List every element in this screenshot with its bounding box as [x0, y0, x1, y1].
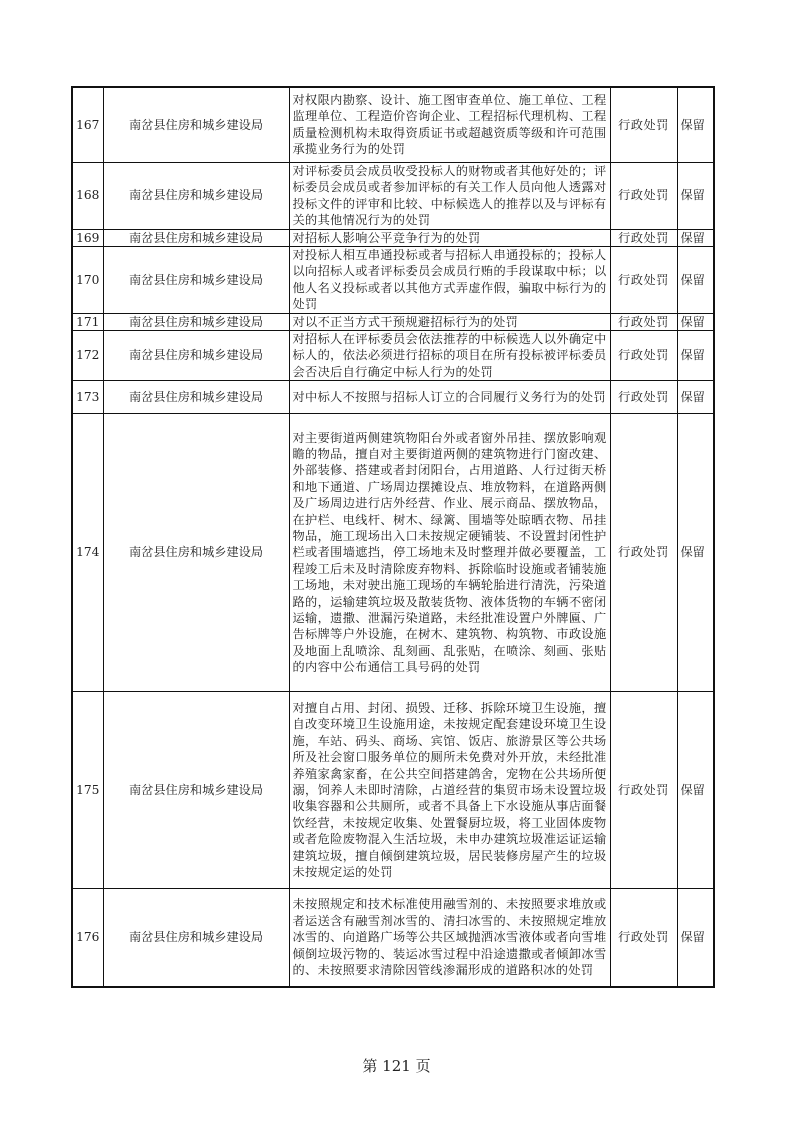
- department: 南岔县住房和城乡建设局: [103, 330, 289, 380]
- table-row: [72, 162, 714, 229]
- power-item: 对评标委员会成员收受投标人的财物或者其他好处的；评标委员会成员或者参加评标的有关工作人员向他人透露对投标文件的评审和比较、中标候选人的推荐以及与评标有关的其他情况行为的处罚: [289, 162, 610, 229]
- status: 保留: [677, 889, 714, 987]
- department: 南岔县住房和城乡建设局: [103, 414, 289, 692]
- table-row: [72, 414, 714, 692]
- power-item: 对招标人影响公平竞争行为的处罚: [289, 229, 610, 246]
- table-row: [72, 246, 714, 313]
- power-type: 行政处罚: [610, 87, 677, 162]
- power-item: 对主要街道两侧建筑物阳台外或者窗外吊挂、摆放影响观瞻的物品，擅自对主要街道两侧的建筑物进行门窗改建、外部装修、搭建或者封闭阳台，占用道路、人行过街天桥和地下通道、广场周边摆摊设点、堆放物料，在道路两侧及广场周边进行店外经营、作业、展示商品、摆放物品，在护栏、电线杆、树木、绿篱、围墙等处晾晒衣物、吊挂物品，施工现场出入口未按规定硬铺装、不设置封闭性护栏或者围墙遮挡，停工场地未及时整理并做必要覆盖，工程竣工后未及时清除废弃物料、拆除临时设施或者铺装施工场地，未对驶出施工现场的车辆轮胎进行清洗，污染道路的，运输建筑垃圾及散装货物、液体货物的车辆不密闭运输，遗撒、泄漏污染道路，未经批准设置户外牌匾、广告标牌等户外设施，在树木、建筑物、构筑物、市政设施及地面上乱喷涂、乱刻画、乱张贴，在喷涂、刻画、张贴的内容中公布通信工具号码的处罚: [289, 414, 610, 692]
- status: 保留: [677, 381, 714, 414]
- power-item: 对以不正当方式干预规避招标行为的处罚: [289, 313, 610, 330]
- power-type: 行政处罚: [610, 414, 677, 692]
- department: 南岔县住房和城乡建设局: [103, 246, 289, 313]
- administrative-power-table: [71, 86, 715, 988]
- status: 保留: [677, 162, 714, 229]
- row-number: 169: [72, 229, 103, 246]
- department: 南岔县住房和城乡建设局: [103, 381, 289, 414]
- row-number: 167: [72, 87, 103, 162]
- power-type: 行政处罚: [610, 246, 677, 313]
- table-row: [72, 692, 714, 889]
- table-row: [72, 381, 714, 414]
- row-number: 175: [72, 692, 103, 889]
- row-number: 176: [72, 889, 103, 987]
- department: 南岔县住房和城乡建设局: [103, 87, 289, 162]
- status: 保留: [677, 313, 714, 330]
- row-number: 171: [72, 313, 103, 330]
- table-row: [72, 330, 714, 380]
- department: 南岔县住房和城乡建设局: [103, 692, 289, 889]
- department: 南岔县住房和城乡建设局: [103, 889, 289, 987]
- status: 保留: [677, 229, 714, 246]
- status: 保留: [677, 692, 714, 889]
- status: 保留: [677, 246, 714, 313]
- power-type: 行政处罚: [610, 330, 677, 380]
- power-type: 行政处罚: [610, 692, 677, 889]
- table-row: [72, 313, 714, 330]
- power-type: 行政处罚: [610, 313, 677, 330]
- power-type: 行政处罚: [610, 889, 677, 987]
- department: 南岔县住房和城乡建设局: [103, 162, 289, 229]
- power-type: 行政处罚: [610, 229, 677, 246]
- row-number: 173: [72, 381, 103, 414]
- power-item: 对擅自占用、封闭、损毁、迁移、拆除环境卫生设施，擅自改变环境卫生设施用途，未按规定配套建设环境卫生设施，车站、码头、商场、宾馆、饭店、旅游景区等公共场所及社会窗口服务单位的厕所未免费对外开放，未经批准养殖家禽家畜，在公共空间搭建鸽舍，宠物在公共场所便溺，饲养人未即时清除，占道经营的集贸市场未设置垃圾收集容器和公共厕所，或者不具备上下水设施从事店面餐饮经营，未按规定收集、处置餐厨垃圾，将工业固体废物或者危险废物混入生活垃圾，未申办建筑垃圾准运证运输建筑垃圾，擅自倾倒建筑垃圾，居民装修房屋产生的垃圾未按规定运的处罚: [289, 692, 610, 889]
- department: 南岔县住房和城乡建设局: [103, 229, 289, 246]
- power-item: 对权限内勘察、设计、施工图审查单位、施工单位、工程监理单位、工程造价咨询企业、工程招标代理机构、工程质量检测机构未取得资质证书或超越资质等级和许可范围承揽业务行为的处罚: [289, 87, 610, 162]
- status: 保留: [677, 330, 714, 380]
- row-number: 168: [72, 162, 103, 229]
- power-type: 行政处罚: [610, 162, 677, 229]
- row-number: 172: [72, 330, 103, 380]
- table-row: [72, 87, 714, 162]
- page-number: 第 121 页: [362, 1057, 431, 1075]
- power-item: 未按照规定和技术标准使用融雪剂的、未按照要求堆放或者运送含有融雪剂冰雪的、清扫冰雪的、未按照规定堆放冰雪的、向道路广场等公共区域抛洒冰雪液体或者向雪堆倾倒垃圾污物的、装运冰雪过程中沿途遗撒或者倾卸冰雪的、未按照要求清除因管线渗漏形成的道路积冰的处罚: [289, 889, 610, 987]
- power-item: 对招标人在评标委员会依法推荐的中标候选人以外确定中标人的，依法必须进行招标的项目在所有投标被评标委员会否决后自行确定中标人行为的处罚: [289, 330, 610, 380]
- power-item: 对中标人不按照与招标人订立的合同履行义务行为的处罚: [289, 381, 610, 414]
- status: 保留: [677, 414, 714, 692]
- row-number: 174: [72, 414, 103, 692]
- power-item: 对投标人相互串通投标或者与招标人串通投标的；投标人以向招标人或者评标委员会成员行贿的手段谋取中标；以他人名义投标或者以其他方式弄虚作假，骗取中标行为的处罚: [289, 246, 610, 313]
- power-type: 行政处罚: [610, 381, 677, 414]
- status: 保留: [677, 87, 714, 162]
- table-row: [72, 229, 714, 246]
- row-number: 170: [72, 246, 103, 313]
- department: 南岔县住房和城乡建设局: [103, 313, 289, 330]
- table-row: [72, 889, 714, 987]
